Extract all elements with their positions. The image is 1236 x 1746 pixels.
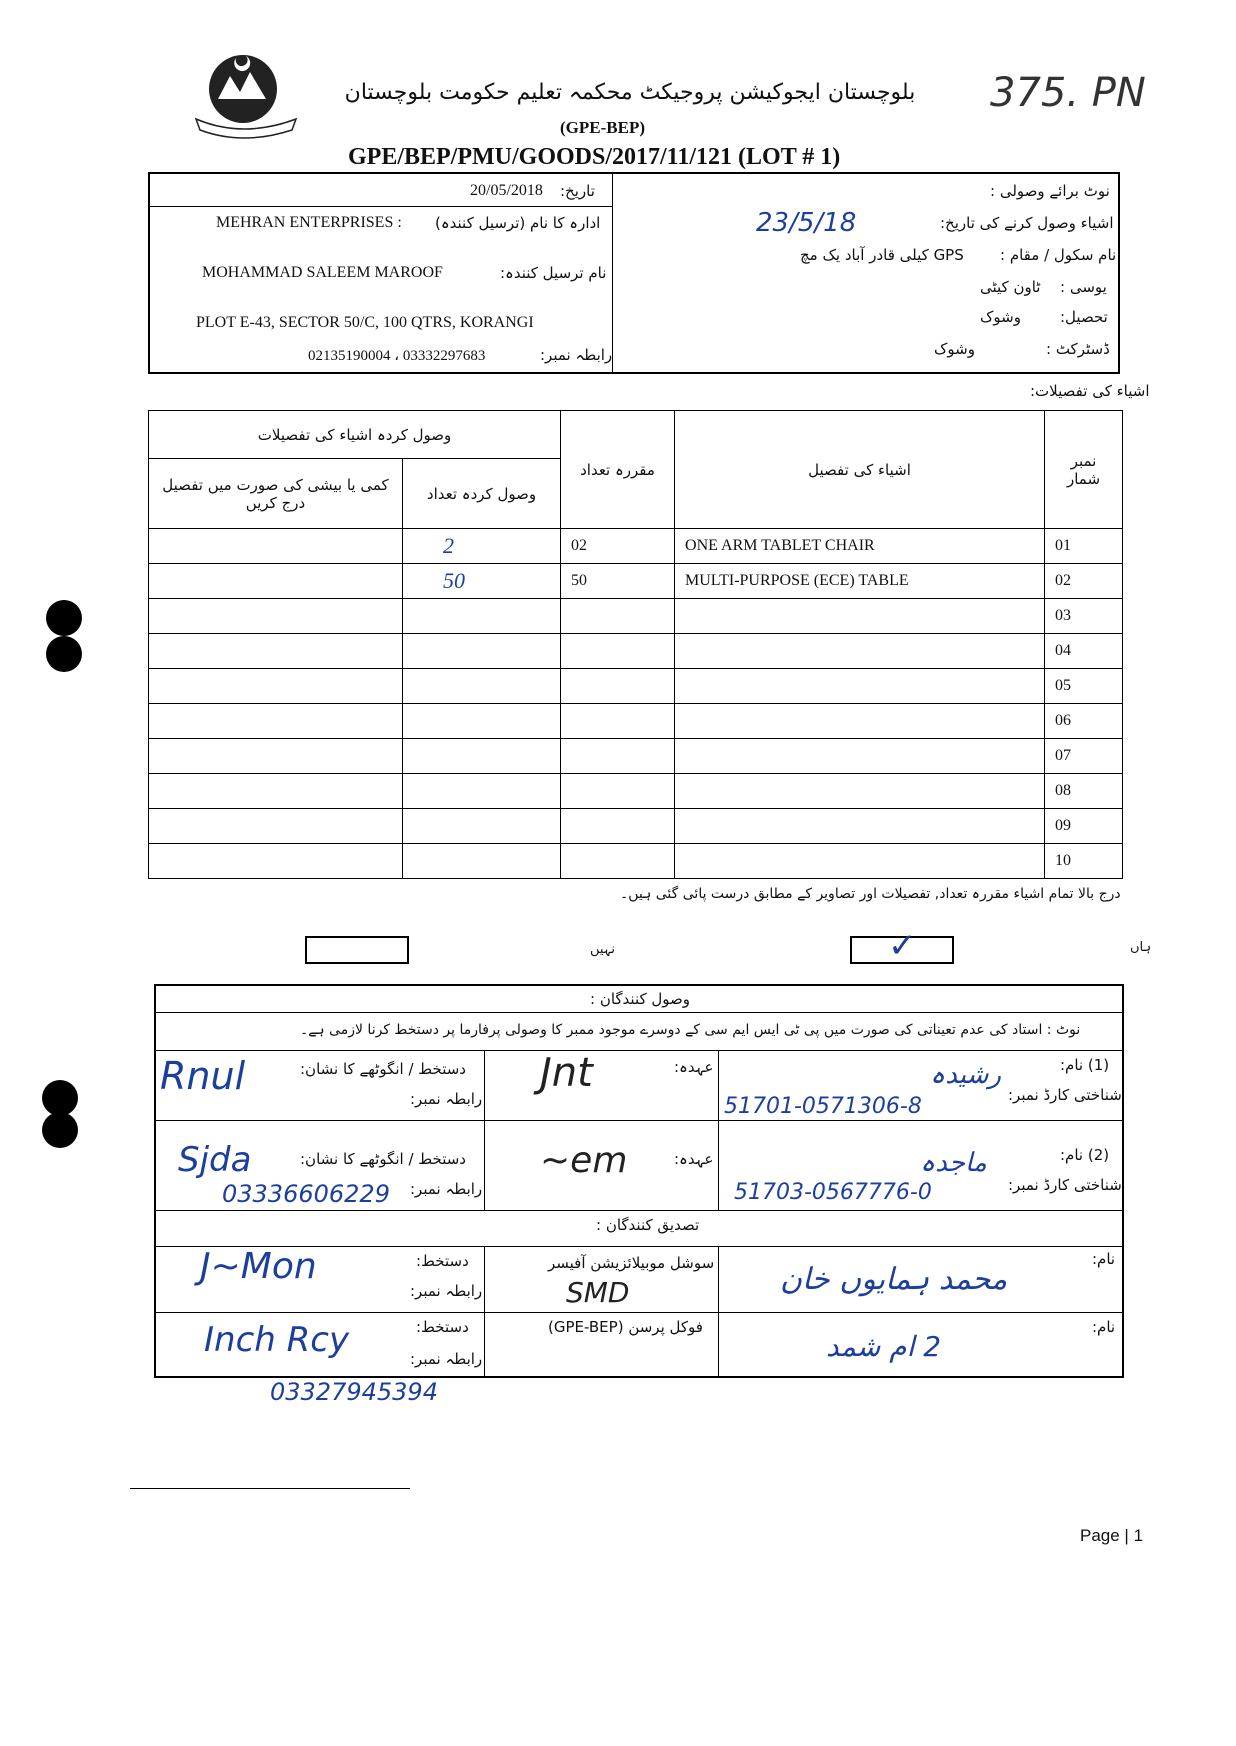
col-shortfall: کمی یا بیشی کی صورت میں تفصیل درج کریں bbox=[149, 459, 403, 529]
row-received-qty bbox=[403, 669, 561, 704]
v1-role: سوشل موبیلائزیشن آفیسر bbox=[548, 1254, 715, 1272]
v2-name: 2 ام شمد bbox=[826, 1330, 942, 1363]
v1-sign-label: دستخط: bbox=[416, 1252, 469, 1270]
uc-label: یوسی : bbox=[1060, 278, 1107, 296]
table-row bbox=[149, 809, 1123, 844]
table-row bbox=[149, 844, 1123, 879]
row-fixed-qty: 50 bbox=[561, 564, 675, 599]
row-serial: 04 bbox=[1045, 634, 1123, 669]
r1-sign-label: دستخط / انگوٹھے کا نشان: bbox=[300, 1060, 466, 1078]
v1-name-label: نام: bbox=[1092, 1250, 1116, 1268]
row-serial: 08 bbox=[1045, 774, 1123, 809]
row-serial: 02 bbox=[1045, 564, 1123, 599]
row-serial: 07 bbox=[1045, 739, 1123, 774]
col-received-group: وصول کردہ اشیاء کی تفصیلات bbox=[149, 411, 561, 459]
date-value: 20/05/2018 bbox=[470, 182, 543, 199]
uc-value: ٹاون کیٹی bbox=[980, 278, 1041, 296]
r1-name: رشیدہ bbox=[930, 1060, 1002, 1090]
row-serial: 01 bbox=[1045, 529, 1123, 564]
row-serial: 06 bbox=[1045, 704, 1123, 739]
sender-value: MOHAMMAD SALEEM MAROOF bbox=[202, 264, 443, 281]
org-value: MEHRAN ENTERPRISES : bbox=[216, 214, 402, 231]
row-remark bbox=[149, 634, 403, 669]
v1-contact-label: رابطہ نمبر: bbox=[410, 1282, 483, 1300]
table-row bbox=[149, 704, 1123, 739]
r1-post-label: عہدہ: bbox=[674, 1058, 714, 1076]
r2-contact-label: رابطہ نمبر: bbox=[410, 1180, 483, 1198]
r1-cnic-label: شناختی کارڈ نمبر: bbox=[1008, 1086, 1122, 1104]
table-row bbox=[149, 774, 1123, 809]
items-section-label: اشیاء کی تفصیلات: bbox=[1030, 382, 1150, 400]
row-remark bbox=[149, 704, 403, 739]
v2-contact-label: رابطہ نمبر: bbox=[410, 1350, 483, 1368]
table-row bbox=[149, 634, 1123, 669]
r2-contact: 03336606229 bbox=[222, 1180, 390, 1208]
row-description bbox=[675, 704, 1045, 739]
v2-sign-label: دستخط: bbox=[416, 1318, 469, 1336]
row-remark bbox=[149, 529, 403, 564]
row-received-qty bbox=[403, 844, 561, 879]
urdu-title: بلوچستان ایجوکیشن پروجیکٹ محکمہ تعلیم حکومت بلوچستان bbox=[344, 80, 916, 105]
row-received-qty bbox=[403, 704, 561, 739]
row-description bbox=[675, 599, 1045, 634]
government-logo bbox=[188, 44, 308, 144]
no-label: نہیں bbox=[590, 942, 616, 957]
receivers-title: وصول کنندگان : bbox=[590, 990, 691, 1008]
tehsil-value: وشوک bbox=[980, 308, 1021, 326]
page-footer: Page | 1 bbox=[1080, 1526, 1144, 1545]
row-fixed-qty bbox=[561, 599, 675, 634]
contact-value: 02135190004 ، 03332297683 bbox=[308, 348, 486, 364]
row-remark bbox=[149, 809, 403, 844]
table-row bbox=[149, 599, 1123, 634]
punch-hole bbox=[42, 1112, 78, 1148]
v2-contact: 03327945394 bbox=[270, 1378, 438, 1406]
header-subtitle: (GPE-BEP) bbox=[560, 118, 645, 137]
table-row bbox=[149, 739, 1123, 774]
row-remark bbox=[149, 774, 403, 809]
row-received-qty: 50 bbox=[403, 564, 561, 599]
r2-post-signature: ~em bbox=[540, 1140, 628, 1181]
yes-label: ہاں bbox=[1130, 940, 1152, 955]
punch-hole bbox=[46, 600, 82, 636]
org-label: ادارہ کا نام (ترسیل کنندہ) bbox=[435, 214, 601, 232]
sender-label: نام ترسیل کنندہ: bbox=[500, 264, 607, 282]
school-value: GPS کیلی قادر آباد یک مچ bbox=[800, 246, 964, 264]
row-remark bbox=[149, 599, 403, 634]
note-label: نوٹ برائے وصولی : bbox=[990, 182, 1110, 200]
row-received-qty bbox=[403, 809, 561, 844]
confirmation-statement: درج بالا تمام اشیاء مقررہ تعداد, تفصیلات اور تصاویر کے مطابق درست پائی گئی ہیں۔ bbox=[620, 886, 1121, 902]
row-fixed-qty bbox=[561, 634, 675, 669]
row-serial: 09 bbox=[1045, 809, 1123, 844]
footer-rule bbox=[130, 1488, 410, 1489]
address-value: PLOT E-43, SECTOR 50/C, 100 QTRS, KORANGI bbox=[196, 314, 534, 331]
v2-signature: Inch Rcy bbox=[204, 1320, 350, 1360]
contact-label: رابطہ نمبر: bbox=[540, 346, 613, 364]
col-desc: اشیاء کی تفصیل bbox=[675, 411, 1045, 529]
row-fixed-qty bbox=[561, 774, 675, 809]
row-description: MULTI-PURPOSE (ECE) TABLE bbox=[675, 564, 1045, 599]
verifiers-title: تصدیق کنندگان : bbox=[596, 1216, 700, 1234]
col-received-qty: وصول کردہ تعداد bbox=[403, 459, 561, 529]
received-date-label: اشیاء وصول کرنے کی تاریخ: bbox=[940, 214, 1114, 232]
v1-signature: J~Mon bbox=[200, 1246, 317, 1287]
no-checkbox[interactable] bbox=[305, 936, 409, 964]
received-date-value: 23/5/18 bbox=[756, 208, 857, 238]
r2-cnic-label: شناختی کارڈ نمبر: bbox=[1008, 1176, 1122, 1194]
r1-signature: Rnul bbox=[160, 1054, 246, 1098]
district-value: وشوک bbox=[934, 340, 975, 358]
row-remark bbox=[149, 564, 403, 599]
date-label: تاریخ: bbox=[560, 182, 595, 200]
table-row bbox=[149, 564, 1123, 599]
school-label: نام سکول / مقام : bbox=[1000, 246, 1117, 264]
r1-contact-label: رابطہ نمبر: bbox=[410, 1090, 483, 1108]
r1-cnic: 51701-0571306-8 bbox=[724, 1094, 922, 1119]
row-serial: 05 bbox=[1045, 669, 1123, 704]
row-received-qty: 2 bbox=[403, 529, 561, 564]
row-fixed-qty bbox=[561, 704, 675, 739]
tehsil-label: تحصیل: bbox=[1060, 308, 1108, 326]
v2-role: فوکل پرسن (GPE-BEP) bbox=[548, 1318, 703, 1336]
r2-name: ماجدہ bbox=[920, 1148, 987, 1178]
row-remark bbox=[149, 739, 403, 774]
receivers-note: نوٹ : استاد کی عدم تعیناتی کی صورت میں پی ٹی ایس ایم سی کے دوسرے موجود ممبر کا وصولی پرفارما پر دستخط کرنا لازمی ہے۔ bbox=[300, 1022, 1081, 1038]
row-received-qty bbox=[403, 774, 561, 809]
r2-post-label: عہدہ: bbox=[674, 1150, 714, 1168]
row-description bbox=[675, 739, 1045, 774]
col-fixed-qty: مقررہ تعداد bbox=[561, 411, 675, 529]
row-received-qty bbox=[403, 599, 561, 634]
row-serial: 03 bbox=[1045, 599, 1123, 634]
punch-hole bbox=[46, 636, 82, 672]
row-description bbox=[675, 844, 1045, 879]
v1-name: محمد ہمایوں خان bbox=[780, 1262, 1008, 1297]
row-remark bbox=[149, 844, 403, 879]
row-description bbox=[675, 669, 1045, 704]
table-row bbox=[149, 529, 1123, 564]
v2-name-label: نام: bbox=[1092, 1318, 1116, 1336]
row-received-qty bbox=[403, 739, 561, 774]
col-serial: نمبر شمار bbox=[1045, 411, 1123, 529]
row-description bbox=[675, 634, 1045, 669]
row-fixed-qty bbox=[561, 844, 675, 879]
yes-checkbox[interactable] bbox=[850, 926, 954, 966]
row-fixed-qty bbox=[561, 809, 675, 844]
r2-sign-label: دستخط / انگوٹھے کا نشان: bbox=[300, 1150, 466, 1168]
items-table bbox=[148, 410, 1123, 879]
r2-name-label: (2) نام: bbox=[1060, 1146, 1110, 1164]
v1-post-hand: SMD bbox=[566, 1276, 630, 1309]
row-fixed-qty bbox=[561, 669, 675, 704]
row-fixed-qty bbox=[561, 739, 675, 774]
punch-hole bbox=[42, 1080, 78, 1116]
row-fixed-qty: 02 bbox=[561, 529, 675, 564]
row-remark bbox=[149, 669, 403, 704]
r1-name-label: (1) نام: bbox=[1060, 1056, 1110, 1074]
r2-cnic: 51703-0567776-0 bbox=[734, 1180, 932, 1205]
yes-check-mark: ✓ bbox=[888, 926, 917, 966]
reference-number: GPE/BEP/PMU/GOODS/2017/11/121 (LOT # 1) bbox=[348, 144, 841, 170]
row-serial: 10 bbox=[1045, 844, 1123, 879]
row-description bbox=[675, 774, 1045, 809]
row-description: ONE ARM TABLET CHAIR bbox=[675, 529, 1045, 564]
district-label: ڈسٹرکٹ : bbox=[1046, 340, 1110, 358]
r2-signature: Sjda bbox=[178, 1140, 252, 1180]
table-row bbox=[149, 669, 1123, 704]
r1-post-signature: Jnt bbox=[540, 1050, 593, 1096]
row-description bbox=[675, 809, 1045, 844]
page-number-stamp: 375. PN bbox=[990, 70, 1146, 116]
row-received-qty bbox=[403, 634, 561, 669]
